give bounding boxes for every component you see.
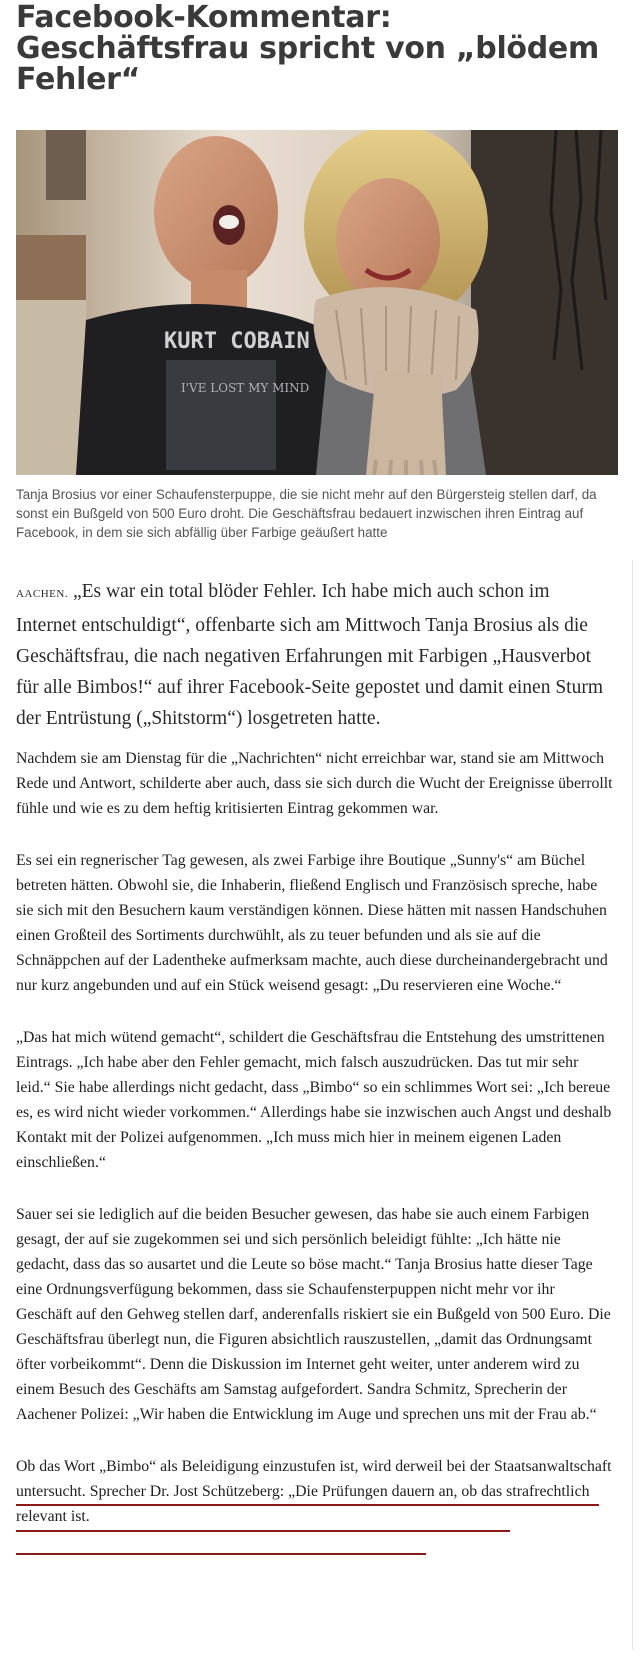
shirt-script: I'VE LOST MY MIND — [181, 381, 310, 395]
lead-text: „Es war ein total blöder Fehler. Ich habe mich auch schon im Internet entschuldigt“, offenbarte sich am Mittwoch Tanja Brosius als die Geschäftsfrau, die nach negativen Erfahrungen mit Farbigen „Hausverbot für alle Bimbos!“ auf ihrer Facebook-Seite gepostet und damit einen Sturm der Entrüstung („Shitstorm“) losgetreten hatte. — [16, 581, 604, 729]
shirt-print: KURT COBAIN — [164, 329, 310, 354]
paragraph-4: Sauer sei sie lediglich auf die beiden Besucher gewesen, das habe sie auch einem Farbigen gesagt, der auf sie zugekommen sei und sich persönlich beleidigt fühlte: „Ich hätte nie gedacht, dass das so ausartet und die Leute so böse macht.“ Tanja Brosius hatte dieser Tage eine Ordnungsverfügung bekommen, dass sie Schaufensterpuppen nicht mehr vor ihr Geschäft auf den Gehweg stellen darf, anderenfalls riskiert sie ein Bußgeld von 500 Euro. Die Geschäftsfrau überlegt nun, die Figuren absichtlich rauszustellen, „damit das Ordnungsamt öfter vorbeikommt“. Denn die Diskussion im Internet geht weiter, unter anderem wird zu einem Besuch des Geschäfts am Samstag aufgefordert. Sandra Schmitz, Sprecherin der Aachener Polizei: „Wir haben die Entwicklung im Auge und sprechen uns mit der Frau ab.“ — [16, 1206, 611, 1423]
article-body — [16, 576, 614, 1529]
photo-illustration — [16, 130, 618, 475]
lead-paragraph — [16, 576, 614, 734]
highlight-underline-1 — [16, 1504, 599, 1506]
highlight-underline-3 — [16, 1553, 426, 1555]
paragraph-3: „Das hat mich wütend gemacht“, schildert die Geschäftsfrau die Entstehung des umstrittenen Eintrags. „Ich habe aber den Fehler gemacht, mich falsch auszudrücken. Das tut mir sehr leid.“ Sie habe allerdings nicht gedacht, dass „Bimbo“ so ein schlimmes Wort sei: „Ich bereue es, es wird nicht wieder vorkommen.“ Allerdings habe sie inzwischen auch Angst und deshalb Kontakt mit der Polizei aufgenommen. „Ich muss mich hier in meinem eigenen Laden einschließen.“ — [16, 1029, 612, 1171]
highlight-underline-2 — [16, 1530, 510, 1532]
paragraph-5: Ob das Wort „Bimbo“ als Beleidigung einzustufen ist, wird derweil bei der Staatsanwaltschaft untersucht. Sprecher Dr. Jost Schützeberg: „Die Prüfungen dauern an, ob das strafrechtlich relevant ist. — [16, 1458, 612, 1525]
article — [16, 0, 632, 95]
photo-caption: Tanja Brosius vor einer Schaufensterpuppe, die sie nicht mehr auf den Bürgersteig stellen darf, da sonst ein Bußgeld von 500 Euro droht. Die Geschäftsfrau bedauert inzwischen ihren Eintrag auf Facebook, in dem sie sich abfällig über Farbige geäußert hatte — [16, 487, 597, 540]
article-photo — [16, 130, 618, 475]
paragraph-1: Nachdem sie am Dienstag für die „Nachrichten“ nicht erreichbar war, stand sie am Mittwoch Rede und Antwort, schilderte aber auch, dass sie sich durch die Wucht der Ereignisse überrollt fühle und wie es zu dem heftig kritisierten Eintrag gekommen war. — [16, 750, 613, 817]
dateline: AACHEN. — [16, 588, 69, 600]
column-divider — [632, 560, 633, 1650]
headline: Facebook-Kommentar: Geschäftsfrau spricht von „blödem Fehler“ — [16, 0, 599, 97]
paragraph-2: Es sei ein regnerischer Tag gewesen, als zwei Farbige ihre Boutique „Sunny's“ am Büchel betreten hätten. Obwohl sie, die Inhaberin, fließend Englisch und Französisch spreche, habe sie sich mit den Besuchern kaum verständigen können. Diese hätten mit nassen Handschuhen einen Großteil des Sortiments durchwühlt, als zu teuer befunden und als sie auf die Schnäppchen auf der Ladentheke aufmerksam machte, auch diese durcheinandergebracht und nur kurz angebunden und auf ein Stück weisend gesagt: „Du reservieren eine Woche.“ — [16, 852, 608, 994]
